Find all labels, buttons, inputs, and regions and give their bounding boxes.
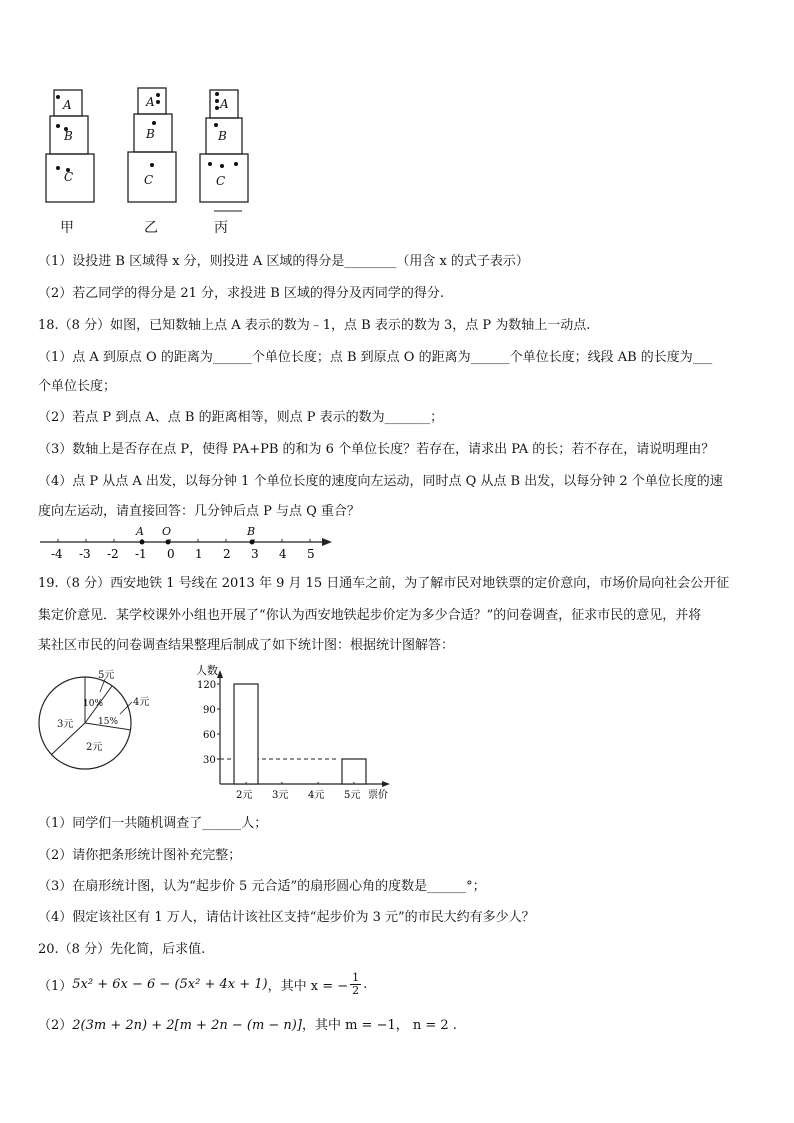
label-c: C xyxy=(64,170,74,184)
q20-part2-expression: 2(3m + 2n) + 2[m + 2n − (m − n)] xyxy=(72,1018,302,1033)
pie-percent-5yuan: 10% xyxy=(83,699,104,709)
bar-chart xyxy=(190,660,410,802)
pie-label-2yuan: 2元 xyxy=(86,742,103,753)
name-bing: 丙 xyxy=(214,220,228,236)
bar-ylabel: 人数 xyxy=(196,664,218,677)
q20-stem: 20.（8 分）先化简，后求值. xyxy=(38,942,206,957)
bar-category-label: 4元 xyxy=(308,790,325,801)
bar-ytick-label: 30 xyxy=(203,755,216,766)
number-line-tick-label: 3 xyxy=(251,547,259,561)
label-a: A xyxy=(146,95,155,109)
q18-part3: （3）数轴上是否存在点 P，使得 PA+PB 的和为 6 个单位长度？若存在，请求出 PA 的长；若不存在，请说明理由？ xyxy=(38,442,715,457)
label-b: B xyxy=(218,129,227,143)
name-yi: 乙 xyxy=(144,220,158,236)
bar-category-label: 3元 xyxy=(272,790,289,801)
q19-part1: （1）同学们一共随机调查了______人； xyxy=(38,816,268,831)
q20-part1 xyxy=(38,972,367,997)
point-o-label: O xyxy=(162,525,172,538)
bar-ytick-label: 60 xyxy=(203,730,216,741)
q18-part2: （2）若点 P 到点 A、点 B 的距离相等，则点 P 表示的数为_______； xyxy=(38,410,444,425)
box-stack-figure xyxy=(40,86,260,236)
number-line xyxy=(36,522,346,564)
number-line-tick-label: 1 xyxy=(195,547,203,561)
bar-ytick-label: 120 xyxy=(197,680,217,691)
q17-part1: （1）设投进 B 区域得 x 分，则投进 A 区域的得分是________（用含 x 的式子表示） xyxy=(38,254,529,269)
q19-part3: （3）在扇形统计图，认为“起步价 5 元合适”的扇形圆心角的度数是______°； xyxy=(38,879,486,894)
pie-label-5yuan: 5元 xyxy=(98,670,115,681)
q19-stem-line3: 某社区市民的问卷调查结果整理后制成了如下统计图：根据统计图解答： xyxy=(38,638,455,653)
bar-3 xyxy=(342,759,366,784)
pie-percent-4yuan: 15% xyxy=(98,717,119,727)
q20-part1-expression: 5x² + 6x − 6 − (5x² + 4x + 1) xyxy=(72,977,268,992)
q20-part1-fraction xyxy=(350,972,361,997)
number-line-tick-label: 0 xyxy=(167,547,175,561)
number-line-tick-label: 2 xyxy=(223,547,231,561)
number-line-tick-label: 4 xyxy=(279,547,287,561)
q20-part2-condition: ，其中 m = −1， n = 2 . xyxy=(301,1018,457,1033)
q18-part4a: （4）点 P 从点 A 出发，以每分钟 1 个单位长度的速度向左运动，同时点 Q 从点 B 出发，以每分钟 2 个单位长度的速 xyxy=(38,474,723,489)
q20-part1-prefix: （1） xyxy=(38,979,73,994)
q19-stem-line2: 集定价意见．某学校课外小组也开展了“你认为西安地铁起步价定为多少合适？”的问卷调查，征求市民的意见，并将 xyxy=(38,608,702,623)
bar-x-arrow xyxy=(382,781,390,787)
number-line-tick-label: -3 xyxy=(79,547,91,561)
q20-part1-end: . xyxy=(363,977,368,992)
pie-label-3yuan: 3元 xyxy=(57,719,74,730)
q18-part1b: 个单位长度； xyxy=(38,379,117,394)
fraction-numerator: 1 xyxy=(352,971,360,984)
label-b: B xyxy=(64,129,73,143)
q20-part1-condition: ，其中 x = − xyxy=(267,979,349,994)
bar-category-label: 5元 xyxy=(344,790,361,801)
q18-part1a: （1）点 A 到原点 O 的距离为______个单位长度；点 B 到原点 O 的距离为______个单位长度；线段 AB 的长度为___ xyxy=(38,350,713,365)
label-a: A xyxy=(63,98,72,112)
q17-part2: （2）若乙同学的得分是 21 分，求投进 B 区域的得分及丙同学的得分. xyxy=(38,286,445,301)
number-line-tick-label: 5 xyxy=(307,547,315,561)
q20-part2 xyxy=(38,1014,457,1033)
fraction-denominator: 2 xyxy=(352,984,360,997)
label-b: B xyxy=(146,127,155,141)
bar-ytick-label: 90 xyxy=(203,705,216,716)
label-a: A xyxy=(220,97,229,111)
q20-part2-prefix: （2） xyxy=(38,1018,73,1033)
label-c: C xyxy=(144,173,154,187)
point-a-label: A xyxy=(136,525,144,538)
bar-0 xyxy=(234,684,258,784)
number-line-tick-label: -2 xyxy=(107,547,119,561)
q19-part2: （2）请你把条形统计图补充完整； xyxy=(38,848,242,863)
name-jia: 甲 xyxy=(60,220,74,236)
pie-chart xyxy=(38,664,158,784)
q18-part4b: 度向左运动，请直接回答：几分钟后点 P 与点 Q 重合？ xyxy=(38,504,360,519)
label-c: C xyxy=(216,174,226,188)
bar-category-label: 2元 xyxy=(236,790,253,801)
q18-stem: 18.（8 分）如图，已知数轴上点 A 表示的数为﹣1，点 B 表示的数为 3，点 P 为数轴上一动点. xyxy=(38,318,591,333)
point-b-label: B xyxy=(247,525,256,538)
bar-xlabel: 票价 xyxy=(368,790,388,801)
number-line-tick-label: -4 xyxy=(51,547,63,561)
pie-label-4yuan: 4元 xyxy=(133,697,150,708)
number-line-tick-label: -1 xyxy=(135,547,147,561)
q19-part4: （4）假定该社区有 1 万人，请估计该社区支持“起步价为 3 元”的市民大约有多少人？ xyxy=(38,910,535,925)
q19-stem-line1: 19.（8 分）西安地铁 1 号线在 2013 年 9 月 15 日通车之前，为了解市民对地铁票的定价意向，市场价局向社会公开征 xyxy=(38,576,730,591)
